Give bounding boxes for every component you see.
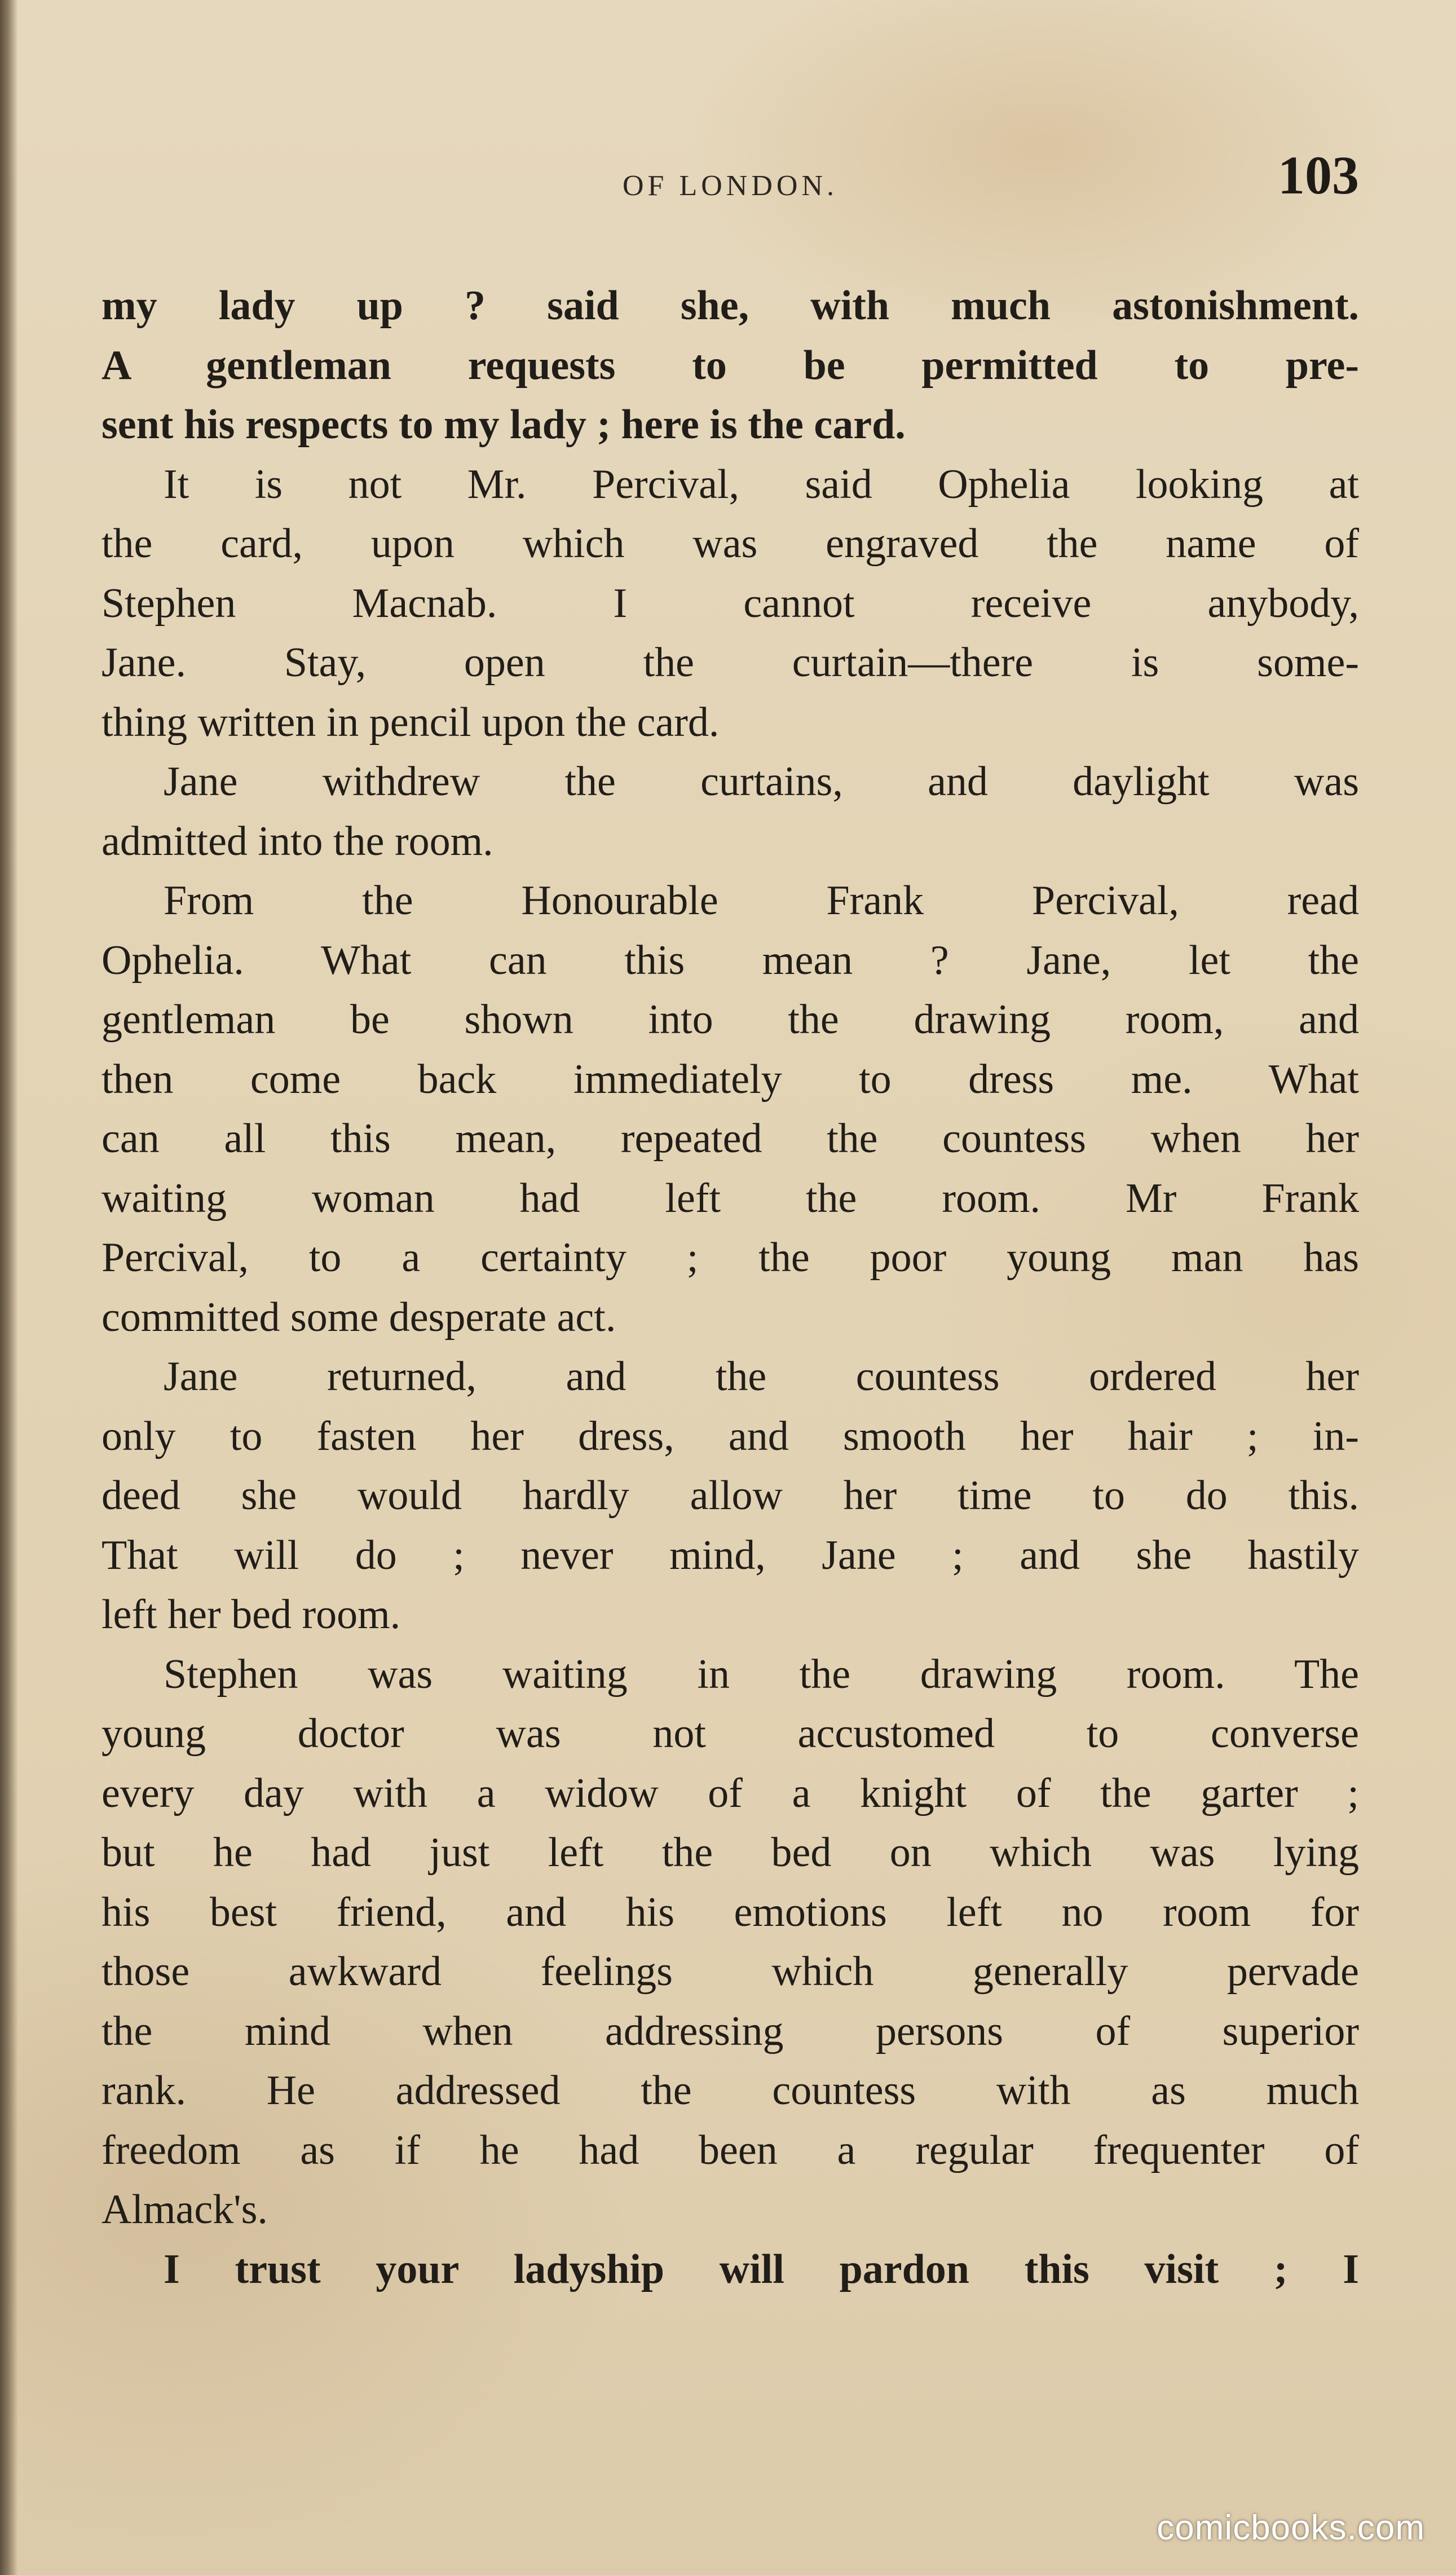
- text-line: left her bed room.: [102, 1591, 401, 1638]
- site-watermark: comicbooks.com: [1157, 2508, 1425, 2547]
- text-line: freedom as if he had been a regular frequenter of: [102, 2127, 1359, 2173]
- text-line: Stephen Macnab. I cannot receive anybody,: [102, 580, 1359, 627]
- text-line: Stephen was waiting in the drawing room. The: [164, 1651, 1359, 1697]
- text-line: the mind when addressing persons of superior: [102, 2008, 1359, 2054]
- text-line: A gentleman requests to be permitted to pre-: [102, 342, 1359, 389]
- text-line: waiting woman had left the room. Mr Frank: [102, 1175, 1359, 1222]
- text-line: Jane withdrew the curtains, and daylight was: [164, 759, 1359, 805]
- text-line: That will do ; never mind, Jane ; and she hastily: [102, 1532, 1359, 1578]
- text-line: then come back immediately to dress me. What: [102, 1056, 1359, 1103]
- text-line: Percival, to a certainty ; the poor young man has: [102, 1234, 1359, 1281]
- text-line: deed she would hardly allow her time to do this.: [102, 1472, 1359, 1519]
- text-line: rank. He addressed the countess with as much: [102, 2067, 1359, 2114]
- text-line: gentleman be shown into the drawing room, and: [102, 997, 1359, 1043]
- text-line: my lady up ? said she, with much astonishment.: [102, 283, 1359, 329]
- text-line: From the Honourable Frank Percival, read: [164, 878, 1359, 924]
- page-number: 103: [1278, 145, 1359, 205]
- text-line: Ophelia. What can this mean ? Jane, let the: [102, 937, 1359, 984]
- text-line: but he had just left the bed on which was lying: [102, 1829, 1359, 1876]
- text-line: the card, upon which was engraved the name of: [102, 521, 1359, 567]
- text-line: only to fasten her dress, and smooth her hair ; in-: [102, 1413, 1359, 1460]
- running-head: OF LONDON.: [623, 170, 838, 202]
- text-line: Jane. Stay, open the curtain—there is some-: [102, 640, 1359, 686]
- text-line: committed some desperate act.: [102, 1294, 616, 1341]
- text-line: every day with a widow of a knight of the garter ;: [102, 1770, 1359, 1816]
- page-binding-edge: [0, 0, 18, 2575]
- text-line: those awkward feelings which generally pervade: [102, 1948, 1359, 1995]
- text-line: can all this mean, repeated the countess when her: [102, 1115, 1359, 1162]
- text-line: admitted into the room.: [102, 818, 493, 865]
- body-text: [102, 276, 1359, 2299]
- page-header: [102, 144, 1359, 211]
- text-line: sent his respects to my lady ; here is the card.: [102, 402, 906, 448]
- text-line: Almack's.: [102, 2186, 268, 2233]
- text-line: his best friend, and his emotions left no room for: [102, 1889, 1359, 1935]
- text-line: It is not Mr. Percival, said Ophelia looking at: [164, 461, 1359, 508]
- text-line: young doctor was not accustomed to converse: [102, 1710, 1359, 1757]
- text-line: Jane returned, and the countess ordered her: [164, 1353, 1359, 1400]
- text-line: I trust your ladyship will pardon this visit ; I: [164, 2246, 1359, 2292]
- text-line: thing written in pencil upon the card.: [102, 699, 720, 746]
